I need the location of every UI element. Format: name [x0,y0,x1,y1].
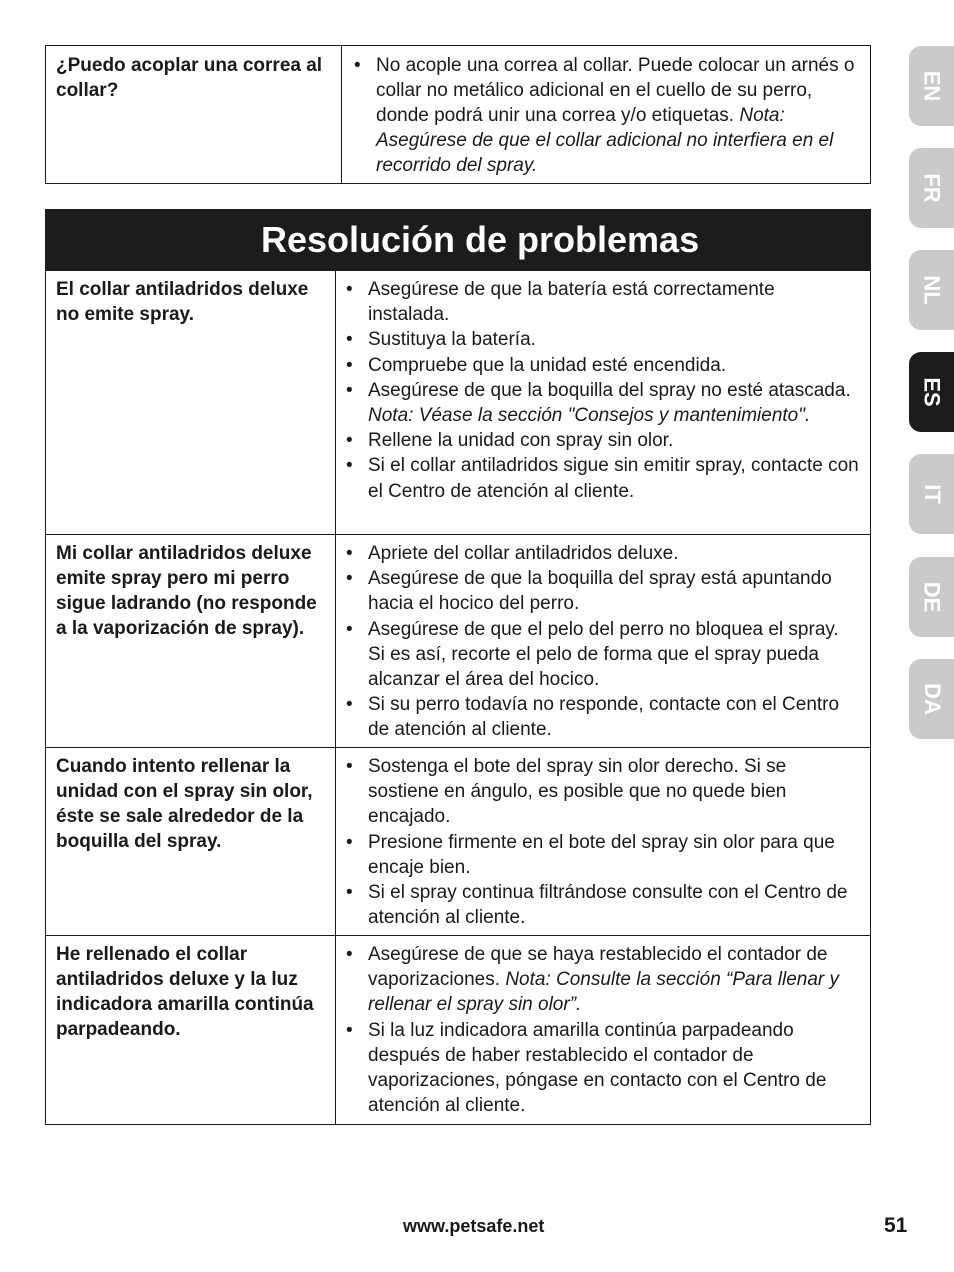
solution-item [344,428,860,453]
faq-answer-note: Nota: Asegúrese de que el collar adicional no interfiera en el recorrido del spray. [376,105,834,176]
solution-text: Sustituya la batería. [368,329,536,351]
solution-text: Compruebe que la unidad esté encendida. [368,354,727,376]
faq-answer-cell [342,46,870,183]
tab-da[interactable] [909,659,954,739]
table-row [46,271,870,534]
solution-item [344,942,860,1018]
solution-item [344,277,860,327]
solution-text: Presione firmente en el bote del spray sin olor para que encaje bien. [368,831,835,878]
solution-text: Apriete del collar antiladridos deluxe. [368,543,679,564]
solution-cell [336,271,870,534]
tab-label: FR [919,173,945,203]
solution-note: Nota: Véase la sección "Consejos y mantenimiento". [368,405,811,427]
solution-text: Asegúrese de que la boquilla del spray no esté atascada. [368,379,851,401]
faq-answer-text: No acople una correa al collar. Puede colocar un arnés o collar no metálico adicional en el cuello de su perro, donde podrá unir una correa y/o etiquetas. [376,55,855,126]
solution-list [344,277,860,504]
solution-text: Rellene la unidad con spray sin olor. [368,430,674,452]
solution-text: Si la luz indicadora amarilla continúa parpadeando después de haber restablecido el contador de vaporizaciones, póngase en contacto con el Centro de atención al cliente. [368,1019,827,1117]
solution-item [344,692,860,742]
table-row [46,935,870,1124]
section-title: Resolución de problemas [45,209,871,271]
solution-item [344,453,860,503]
solution-text: Asegúrese de que el pelo del perro no bloquea el spray. Si es así, recorte el pelo de forma que el spray pueda alcanzar el área del hocico. [368,618,839,691]
faq-table [45,45,871,184]
solution-item [344,353,860,378]
solution-list [344,942,860,1118]
solution-list [344,541,860,743]
tab-en[interactable] [909,46,954,126]
solution-item [344,566,860,616]
solution-text: Sostenga el bote del spray sin olor derecho. Si se sostiene en ángulo, es posible que no quede bien encajado. [368,756,787,828]
footer-url[interactable]: www.petsafe.net [403,1216,545,1236]
problem-cell: Cuando intento rellenar la unidad con el spray sin olor, éste se sale alrededor de la boquilla del spray. [46,748,336,935]
troubleshooting-table [45,271,871,1125]
solution-cell [336,535,870,747]
page-number: 51 [884,1214,908,1237]
solution-text: Si el spray continua filtrándose consulte con el Centro de atención al cliente. [368,882,848,929]
faq-answer-list [352,53,860,178]
solution-note: Nota: Consulte la sección “Para llenar y rellenar el spray sin olor”. [368,969,840,1016]
tab-nl[interactable] [909,250,954,330]
tab-label: DE [919,581,945,613]
tab-label: NL [919,275,945,305]
tab-fr[interactable] [909,148,954,228]
solution-cell [336,936,870,1124]
solution-item [344,1018,860,1119]
tab-it[interactable] [909,454,954,534]
table-row [46,747,870,935]
solution-text: Asegúrese de que la boquilla del spray está apuntando hacia el hocico del perro. [368,568,832,615]
solution-item [344,754,860,830]
solution-item [344,327,860,352]
problem-cell: He rellenado el collar antiladridos deluxe y la luz indicadora amarilla continúa parpadeando. [46,936,336,1124]
solution-text: Si el collar antiladridos sigue sin emitir spray, contacte con el Centro de atención al cliente. [368,455,859,502]
solution-list [344,754,860,930]
solution-item [344,617,860,693]
tab-label: DA [919,683,945,715]
solution-text: Si su perro todavía no responde, contacte con el Centro de atención al cliente. [368,694,840,741]
tab-label: EN [919,70,945,102]
faq-question: ¿Puedo acoplar una correa al collar? [46,46,342,183]
table-row [46,534,870,747]
solution-text: Asegúrese de que la batería está correctamente instalada. [368,279,775,326]
solution-cell [336,748,870,935]
solution-item [344,880,860,930]
tab-de[interactable] [909,557,954,637]
solution-item [344,830,860,880]
faq-answer-item [352,53,860,178]
solution-item [344,541,860,566]
tab-label: ES [919,377,945,407]
problem-cell: Mi collar antiladridos deluxe emite spray pero mi perro sigue ladrando (no responde a la vaporización de spray). [46,535,336,747]
solution-item [344,378,860,428]
tab-es[interactable] [909,352,954,432]
problem-cell: El collar antiladridos deluxe no emite spray. [46,271,336,534]
solution-text: Asegúrese de que se haya restablecido el contador de vaporizaciones. [368,944,828,991]
tab-label: IT [919,484,945,504]
